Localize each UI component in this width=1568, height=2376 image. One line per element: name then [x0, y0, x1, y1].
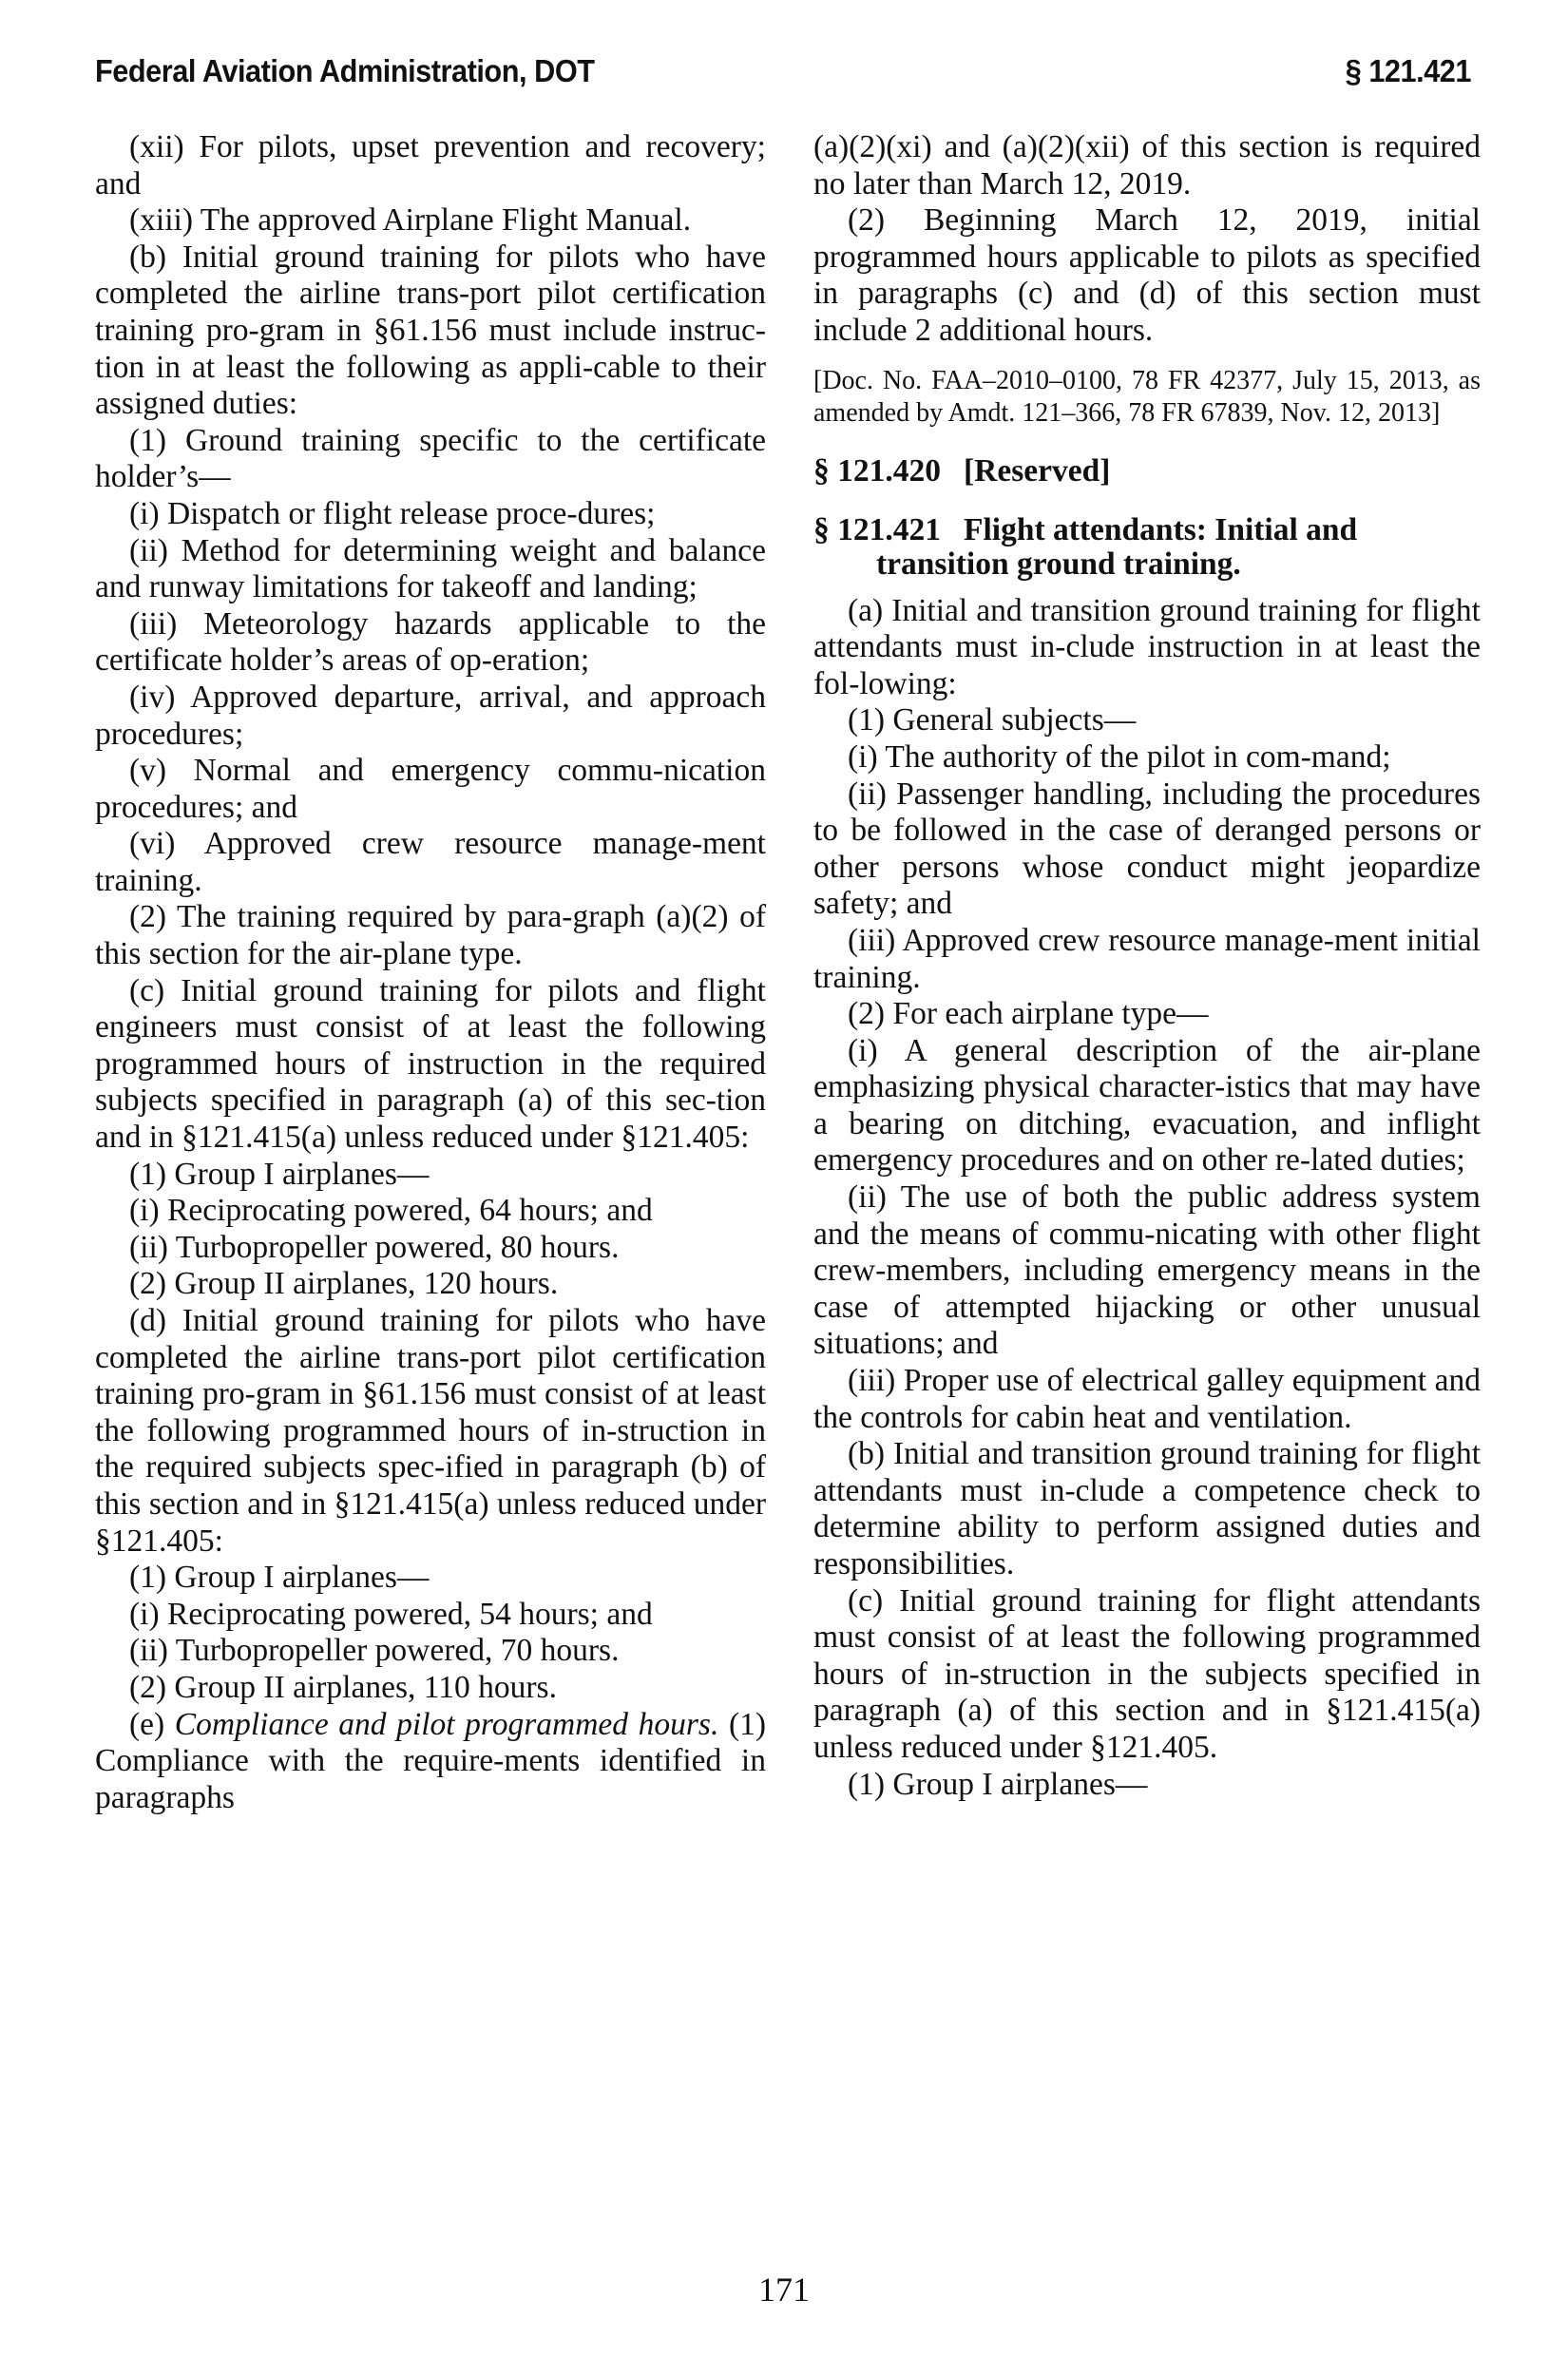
section-number: § 121.420 — [813, 452, 941, 489]
paragraph: (i) A general description of the air-plane emphasizing physical character-istics that may have a bearing on ditching, evacuation, and inflight emergency procedures and on other re-lated duties; — [813, 1032, 1481, 1178]
paragraph: (ii) Method for determining weight and balance and runway limitations for takeoff and landing; — [95, 532, 766, 605]
paragraph: (iii) Approved crew resource manage-ment initial training. — [813, 922, 1481, 995]
paragraph: (ii) The use of both the public address system and the means of commu-nicating with other flight crew-members, including emergency means in the case of attempted hijacking or other unusual situations; and — [813, 1179, 1481, 1362]
page-number: 171 — [758, 2271, 810, 2309]
paragraph: (xii) For pilots, upset prevention and recovery; and — [95, 129, 766, 201]
paragraph: (i) Reciprocating powered, 54 hours; and — [129, 1596, 653, 1632]
paragraph: (iii) Proper use of electrical galley equipment and the controls for cabin heat and ventilation. — [813, 1363, 1481, 1435]
paragraph-continuation: (a)(2)(xi) and (a)(2)(xii) of this section is required no later than March 12, 2019. — [813, 129, 1481, 201]
paragraph: (2) For each airplane type— — [848, 996, 1209, 1032]
paragraph: (2) Group II airplanes, 120 hours. — [129, 1266, 559, 1302]
paragraph-label: (e) — [129, 1706, 165, 1742]
paragraph: (i) Reciprocating powered, 64 hours; and — [129, 1193, 653, 1229]
paragraph: (v) Normal and emergency commu-nication procedures; and — [95, 753, 766, 825]
paragraph: (a) Initial and transition ground training for flight attendants must in-clude instruction in at least the fol-lowing: — [813, 592, 1481, 701]
paragraph: (2) Beginning March 12, 2019, initial programmed hours applicable to pilots as specified in paragraphs (c) and (d) of this section must include 2 additional hours. — [813, 202, 1481, 348]
paragraph: (b) Initial and transition ground training for flight attendants must in-clude a competence check to determine ability to perform assigned duties and responsibilities. — [813, 1436, 1481, 1581]
source-citation: [Doc. No. FAA–2010–0100, 78 FR 42377, July 15, 2013, as amended by Amdt. 121–366, 78 FR 67839, Nov. 12, 2013] — [813, 365, 1481, 428]
paragraph: (iii) Meteorology hazards applicable to the certificate holder’s areas of op-eration; — [95, 605, 766, 679]
paragraph: (d) Initial ground training for pilots who have completed the airline trans-port pilot certification training pro-gram in §61.156 must consist of at least the following programmed hours of in-struction in the required subjects spec-ified in paragraph (b) of this section and in §121.415(a) unless reduced under §121.405: — [95, 1303, 766, 1559]
paragraph-italic-heading: Compliance and pilot programmed hours. — [174, 1706, 719, 1742]
paragraph: (ii) Turbopropeller powered, 70 hours. — [129, 1633, 620, 1669]
section-heading-121-420 — [813, 454, 1481, 489]
section-heading-121-421 — [813, 513, 1481, 582]
paragraph: (i) The authority of the pilot in com-mand; — [848, 738, 1391, 775]
paragraph: (1) General subjects— — [848, 702, 1137, 738]
paragraph: (2) The training required by para-graph (a)(2) of this section for the air-plane type. — [95, 899, 766, 972]
paragraph: (1) Group I airplanes— — [129, 1560, 430, 1596]
section-reference: § 121.421 — [1345, 53, 1472, 88]
paragraph: (b) Initial ground training for pilots who have completed the airline trans-port pilot certification training pro-gram in §61.156 must include instruc-tion in at least the following as appli-cable to their assigned duties: — [95, 239, 766, 422]
section-number: § 121.421 — [813, 511, 941, 547]
paragraph: (1) Ground training specific to the certificate holder’s— — [95, 422, 766, 495]
running-head — [95, 53, 1471, 95]
agency-title: Federal Aviation Administration, DOT — [95, 53, 595, 88]
paragraph: (ii) Turbopropeller powered, 80 hours. — [129, 1229, 620, 1265]
paragraph: (xiii) The approved Airplane Flight Manual. — [129, 202, 692, 239]
right-column — [813, 129, 1481, 1803]
paragraph: (c) Initial ground training for pilots and flight engineers must consist of at least the following programmed hours of instruction in the required subjects specified in paragraph (a) of this sec-tion and in §121.415(a) unless reduced under §121.405: — [95, 972, 766, 1156]
paragraph: (iv) Approved departure, arrival, and approach procedures; — [95, 679, 766, 752]
paragraph: (1) Group I airplanes— — [129, 1156, 430, 1192]
paragraph: (1) Group I airplanes— — [848, 1766, 1148, 1802]
left-column — [95, 129, 766, 1816]
paragraph: (i) Dispatch or flight release proce-dures; — [129, 495, 656, 531]
paragraph-text: (1) Compliance with the require-ments identified in paragraphs — [95, 1706, 766, 1815]
paragraph: (ii) Passenger handling, including the procedures to be followed in the case of deranged persons or other persons whose conduct might jeopardize safety; and — [813, 776, 1481, 922]
paragraph: (c) Initial ground training for flight attendants must consist of at least the following programmed hours of in-struction in the subjects specified in paragraph (a) of this section and in §121.415(a) unless reduced under §121.405. — [813, 1582, 1481, 1765]
paragraph-e — [95, 1707, 766, 1817]
section-title: Flight attendants: Initial and transition ground training. — [876, 511, 1358, 582]
paragraph: (2) Group II airplanes, 110 hours. — [129, 1669, 557, 1705]
section-title: [Reserved] — [964, 452, 1111, 489]
paragraph: (vi) Approved crew resource manage-ment training. — [95, 826, 766, 898]
